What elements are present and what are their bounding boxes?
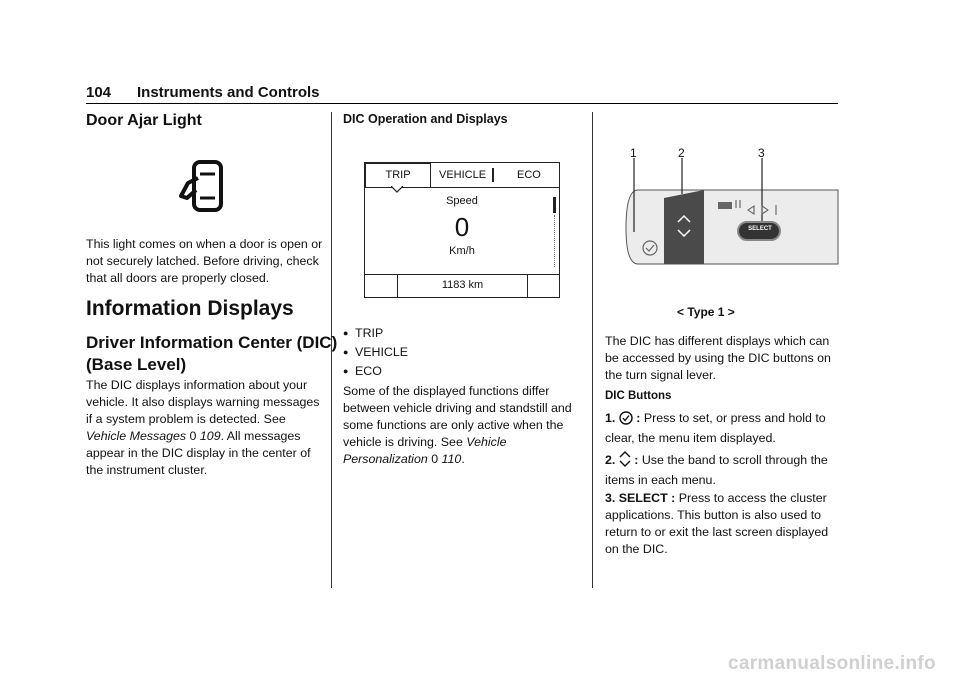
dic-buttons-intro: The DIC has different displays which can be accessed by using the DIC buttons on the turn signal lever. [605,334,831,382]
item-2-colon: : [634,453,639,467]
speed-unit: Km/h [449,245,475,257]
item-3-text: Press to access the cluster applications. This button is also used to return to or exit the last screen displayed on the DIC. [605,491,829,556]
dic-heading [86,332,337,376]
door-ajar-heading: Door Ajar Light [86,112,202,129]
dic-description [86,377,324,479]
list-item: ● ECO [343,363,583,380]
item-1-text: Press to set, or press and hold to clear, the menu item displayed. [605,411,826,445]
dic-tab-bar [365,163,559,188]
tab-separator [492,168,494,182]
dic-buttons-heading: DIC Buttons [605,390,672,402]
page-ref-109[interactable]: 109 [199,429,221,443]
header-rule [86,103,838,104]
item-2-text: Use the band to scroll through the items in each menu. [605,453,828,487]
ref-arrow-icon: 0 [189,429,197,443]
scroll-track [554,215,555,267]
section-title: Instruments and Controls [137,84,320,101]
column-divider-2 [592,112,593,588]
page-ref-110[interactable]: 110 [441,452,462,466]
dic-text-a: The DIC displays information about your vehicle. It also displays warning messages if a system problem is detected. See [86,378,320,426]
checkmark-circle-icon [619,411,633,430]
information-displays-heading: Information Displays [86,297,294,320]
turn-signal-lever-illustration [620,142,840,272]
dic-text-b: . All messages appear in the DIC display in the center of the instrument cluster. [86,429,311,477]
tab-vehicle: VEHICLE [439,169,487,181]
dic-operation-text [343,383,583,468]
dic-operation-heading: DIC Operation and Displays [343,112,508,126]
callout-2: 2 [678,146,685,160]
item-3-label: 3. SELECT : [605,491,676,505]
operation-text-a: Some of the displayed functions differ between vehicle driving and standstill and some functions are only active when the vehicle is driving. See [343,384,572,449]
dic-heading-line1: Driver Information Center (DIC) [86,333,338,352]
dic-button-item-3 [605,490,841,558]
odometer: 1183 km [397,274,528,297]
scroll-indicator [553,197,556,213]
speed-label: Speed [446,195,478,207]
list-item: ● TRIP [343,325,583,342]
vehicle-messages-link[interactable]: Vehicle Messages [86,429,187,443]
dic-button-item-2 [605,451,841,489]
tab-pointer-icon [391,186,403,193]
vehicle-personalization-link[interactable]: Vehicle Personalization [343,435,507,466]
item-1-number: 1. [605,411,616,425]
speed-value: 0 [454,212,470,242]
item-2-number: 2. [605,453,616,467]
dic-display-illustration [364,162,560,298]
operation-text-b: . [461,452,465,466]
figure-caption: < Type 1 > [677,305,735,319]
ref-arrow-icon: 0 [431,452,439,466]
door-ajar-text: This light comes on when a door is open or not securely latched. Before driving, check that all doors are properly closed. [86,237,323,285]
page-number: 104 [86,84,112,101]
callout-1: 1 [630,146,637,160]
dic-button-item-1 [605,410,841,447]
item-1-colon: : [636,411,641,425]
door-ajar-icon [178,160,224,219]
dic-heading-line2: (Base Level) [86,355,187,374]
callout-3: 3 [758,146,765,160]
list-item: ● VEHICLE [343,344,583,361]
tab-trip: TRIP [365,163,431,187]
select-button-label: SELECT [748,226,772,232]
tab-eco: ECO [517,169,541,181]
scroll-band-icon [619,451,631,472]
dic-bullet-list [343,325,583,382]
watermark: carmanualsonline.info [728,653,936,674]
